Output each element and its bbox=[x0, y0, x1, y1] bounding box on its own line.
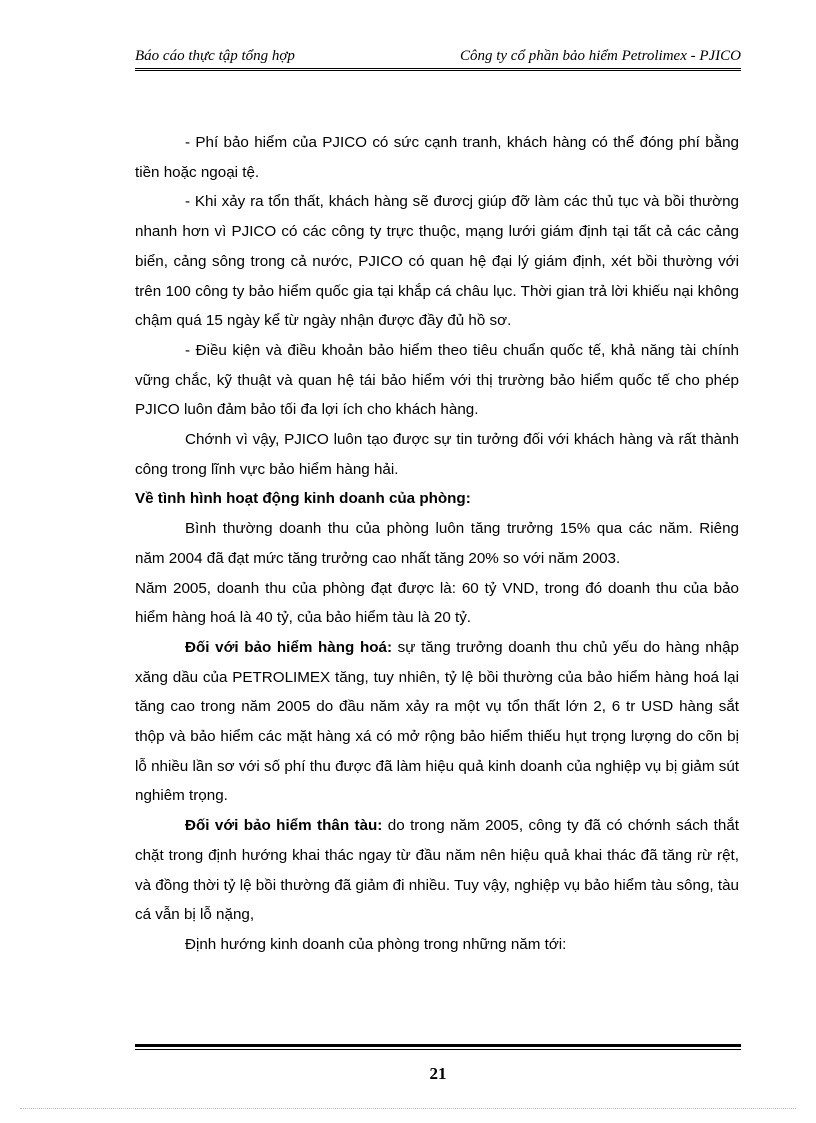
header-left-title: Báo cáo thực tập tổng hợp bbox=[135, 48, 295, 64]
header-right-title: Công ty cổ phần bảo hiểm Petrolimex - PJICO bbox=[459, 48, 741, 64]
paragraph-growth: Bình thường doanh thu của phòng luôn tăng trưởng 15% qua các năm. Riêng năm 2004 đã đạt mức tăng trưởng cao nhất tăng 20% so với năm 2003. bbox=[135, 520, 739, 567]
document-body bbox=[135, 128, 739, 960]
cargo-insurance-text: sự tăng trưởng doanh thu chủ yếu do hàng nhập xăng dầu của PETROLIMEX tăng, tuy nhiên, tỷ lệ bồi thường của bảo hiểm hàng hoá lại tăng cao trong năm 2005 do đầu năm xảy ra một vụ tổn thất lớn 2, 6 tr USD hàng sắt thộp và bảo hiểm các mặt hàng xá có mở rộng bảo hiểm thiếu hụt trọng lượng do cõn bị lỗ nhiều lần sơ với số phí thu được đã làm hiệu quả kinh doanh của nghiệp vụ bị giảm sút nghiêm trọng. bbox=[135, 638, 739, 805]
paragraph-trust: Chớnh vì vậy, PJICO luôn tạo được sự tin tưởng đối với khách hàng và rất thành công trong lĩnh vực bảo hiểm hàng hải. bbox=[135, 431, 739, 478]
page-edge-divider bbox=[20, 1108, 796, 1109]
paragraph-conditions: - Điều kiện và điều khoản bảo hiểm theo tiêu chuẩn quốc tế, khả năng tài chính vững chắc, kỹ thuật và quan hệ tái bảo hiểm với thị trường bảo hiểm quốc tế cho phép PJICO luôn đảm bảo tối đa lợi ích cho khách hàng. bbox=[135, 341, 739, 419]
paragraph-hull-insurance bbox=[135, 811, 739, 930]
cargo-insurance-label: Đối với bảo hiểm hàng hoá: bbox=[185, 638, 393, 656]
page-number: 21 bbox=[429, 1064, 447, 1083]
page-header bbox=[135, 48, 741, 71]
hull-insurance-text: do trong năm 2005, công ty đã có chớnh sách thắt chặt trong định hướng khai thác ngay từ đầu năm nên hiệu quả khai thác đã tăng rừ rệt, và đồng thời tỷ lệ bồi thường đã giảm đi nhiều. Tuy vậy, nghiệp vụ bảo hiểm tàu sông, tàu cá vẫn bị lỗ nặng, bbox=[135, 817, 739, 924]
section-heading: Về tình hình hoạt động kinh doanh của phòng: bbox=[135, 490, 471, 508]
paragraph-cargo-insurance bbox=[135, 633, 739, 811]
paragraph-orientation: Định hướng kinh doanh của phòng trong những năm tới: bbox=[185, 935, 567, 953]
paragraph-premium: - Phí bảo hiểm của PJICO có sức cạnh tranh, khách hàng có thể đóng phí bằng tiền hoặc ngoại tệ. bbox=[135, 134, 739, 181]
paragraph-claims: - Khi xảy ra tổn thất, khách hàng sẽ đươcj giúp đỡ làm các thủ tục và bồi thường nhanh hơn vì PJICO có các công ty trực thuộc, mạng lưới giám định tại tất cả các cảng biển, cảng sông trong cả nước, PJICO có quan hệ đại lý giám định, xét bồi thường với trên 100 công ty bảo hiểm quốc gia tại khắp cá châu lục. Thời gian trả lời khiếu nại không chậm quá 15 ngày kể từ ngày nhận được đầy đủ hồ sơ. bbox=[135, 193, 739, 330]
hull-insurance-label: Đối với bảo hiểm thân tàu: bbox=[185, 817, 383, 835]
footer-rule bbox=[135, 1044, 741, 1050]
paragraph-revenue-2005: Năm 2005, doanh thu của phòng đạt được là: 60 tỷ VND, trong đó doanh thu của bảo hiểm hàng hoá là 40 tỷ, của bảo hiểm tàu là 20 tỷ. bbox=[135, 579, 739, 627]
